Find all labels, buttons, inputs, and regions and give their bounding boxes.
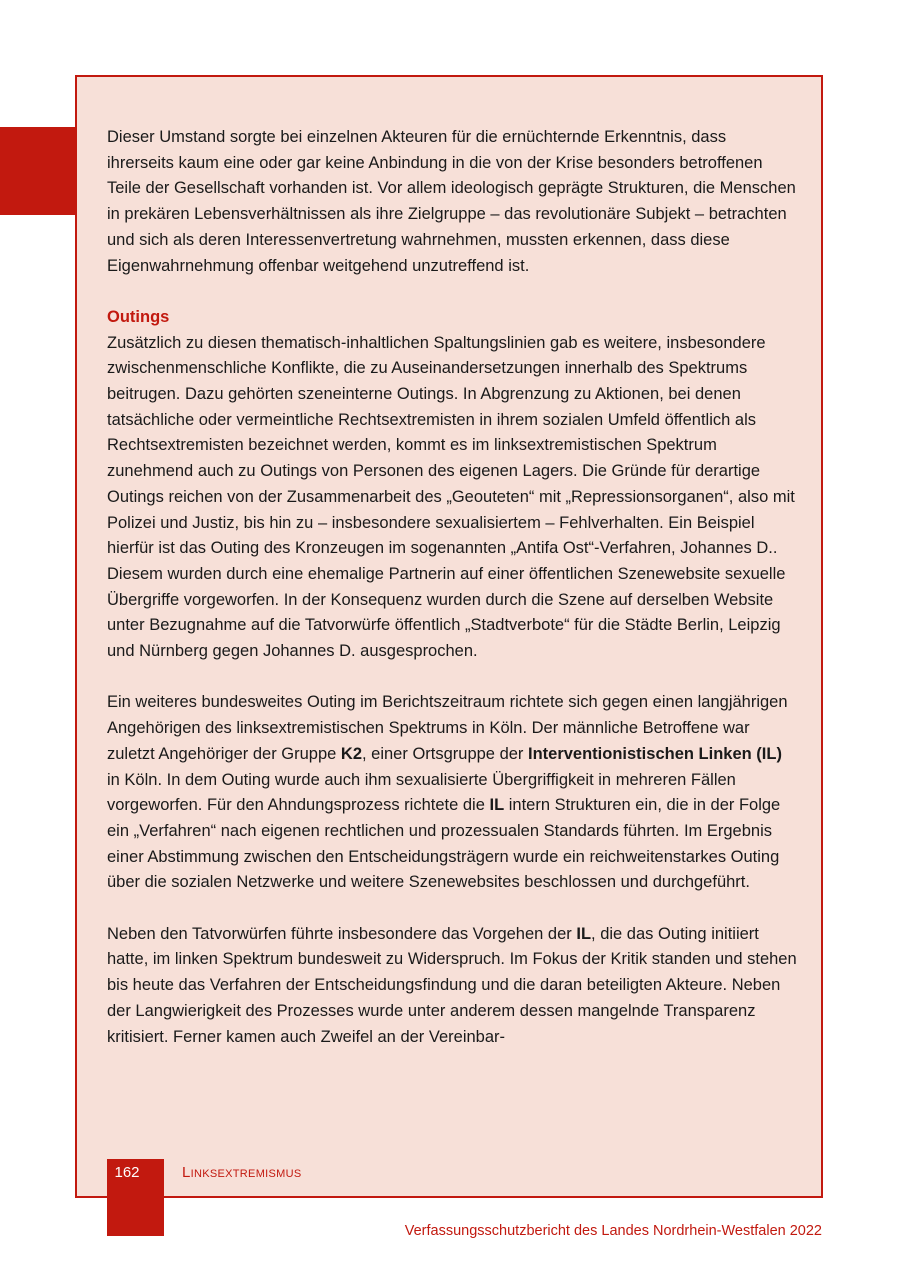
text-run: , einer Ortsgruppe der bbox=[362, 744, 528, 763]
bold-term: Interventionistischen Linken (IL) bbox=[528, 744, 782, 763]
paragraph-outings bbox=[107, 331, 797, 665]
text-run: in Köln. In dem Outing wurde auch ihm sexualisierte Übergriffigkeit in mehreren Fällen vorgeworfen. Für den Ahndungsprozess richtete die bbox=[107, 770, 736, 815]
text-run: intern Strukturen ein, die in der Folge ein „Verfahren“ nach eigenen rechtlichen und prozessualen Standards führten. Im Ergebnis einer Abstimmung zwischen den Entscheidungsträgern wurde ein reichweitenstarkes Outing über die sozialen Netzwerke und weitere Szenewebsites beschlossen und durchgeführt. bbox=[107, 796, 781, 892]
bold-term: IL bbox=[489, 796, 505, 815]
text-run: Dieser Umstand sorgte bei einzelnen Akteuren für die ernüchternde Erkenntnis, dass ihrerseits kaum eine oder gar keine Anbindung in die von der Krise besonders betroffenen Teile der Gesellschaft vorhanden ist. Vor allem ideologisch geprägte Strukturen, die Menschen in prekären Lebensverhältnissen als ihre Zielgruppe – das revolutionäre Subjekt – betrachten und sich als deren Interessenvertretung wahrnehmen, mussten erkennen, dass diese Eigenwahrnehmung offenbar weitgehend unzutreffend ist. bbox=[107, 128, 796, 275]
paragraph-criticism bbox=[107, 922, 797, 1051]
bold-term: K2 bbox=[340, 744, 362, 763]
paragraph-intro bbox=[107, 125, 797, 279]
text-run: Neben den Tatvorwürfen führte insbesondere das Vorgehen der bbox=[107, 924, 577, 943]
page-number: 162 bbox=[114, 1164, 140, 1181]
footer-publication-title: Verfassungsschutzbericht des Landes Nordrhein-Westfalen 2022 bbox=[404, 1223, 822, 1239]
text-run: , die das Outing initiiert hatte, im linken Spektrum bundesweit zu Widerspruch. Im Fokus der Kritik standen und stehen bis heute das Verfahren der Entscheidungsfindung und die daran beteiligten Akteure. Neben der Langwierigkeit des Prozesses wurde unter anderem dessen mangelnde Transparenz kritisiert. Ferner kamen auch Zweifel an der Vereinbar- bbox=[107, 924, 797, 1046]
text-run: Ein weiteres bundesweites Outing im Berichtszeitraum richtete sich gegen einen langjährigen Angehörigen des linksextremistischen Spektrums in Köln. Der männliche Betroffene war zuletzt Angehöriger der Gruppe bbox=[107, 693, 788, 763]
paragraph-koeln-outing bbox=[107, 690, 797, 896]
side-tab-marker bbox=[0, 127, 76, 215]
section-heading-outings: Outings bbox=[107, 307, 170, 326]
text-run: Zusätzlich zu diesen thematisch-inhaltlichen Spaltungslinien gab es weitere, insbesondere zwischenmenschliche Konflikte, die zu Auseinandersetzungen innerhalb des Spektrums beitrugen. Dazu gehörten szeneinterne Outings. In Abgrenzung zu Aktionen, bei denen tatsächliche oder vermeintliche Rechtsextremisten in ihrem sozialen Umfeld öffentlich als Rechtsextremisten bezeichnet werden, kommt es im linksextremistischen Spektrum zunehmend auch zu Outings von Personen des eigenen Lagers. Die Gründe für derartige Outings reichen von der Zusammenarbeit des „Geouteten“ mit „Repressionsorganen“, also mit Polizei und Justiz, bis hin zu – insbesondere sexualisiertem – Fehlverhalten. Ein Beispiel hierfür ist das Outing des Kronzeugen im sogenannten „Antifa Ost“-Verfahren, Johannes D.. Diesem wurden durch eine ehemalige Partnerin auf einer öffentlichen Szenewebsite sexuelle Übergriffe vorgeworfen. In der Konsequenz wurden durch die Szene auf derselben Website unter Bezugnahme auf die Tatvorwürfe öffentlich „Stadtverbote“ für die Städte Berlin, Leipzig und Nürnberg gegen Johannes D. ausgesprochen. bbox=[107, 333, 795, 661]
body-text bbox=[107, 125, 797, 1076]
bold-term: IL bbox=[576, 924, 592, 943]
section-label: Linksextremismus bbox=[182, 1164, 302, 1181]
